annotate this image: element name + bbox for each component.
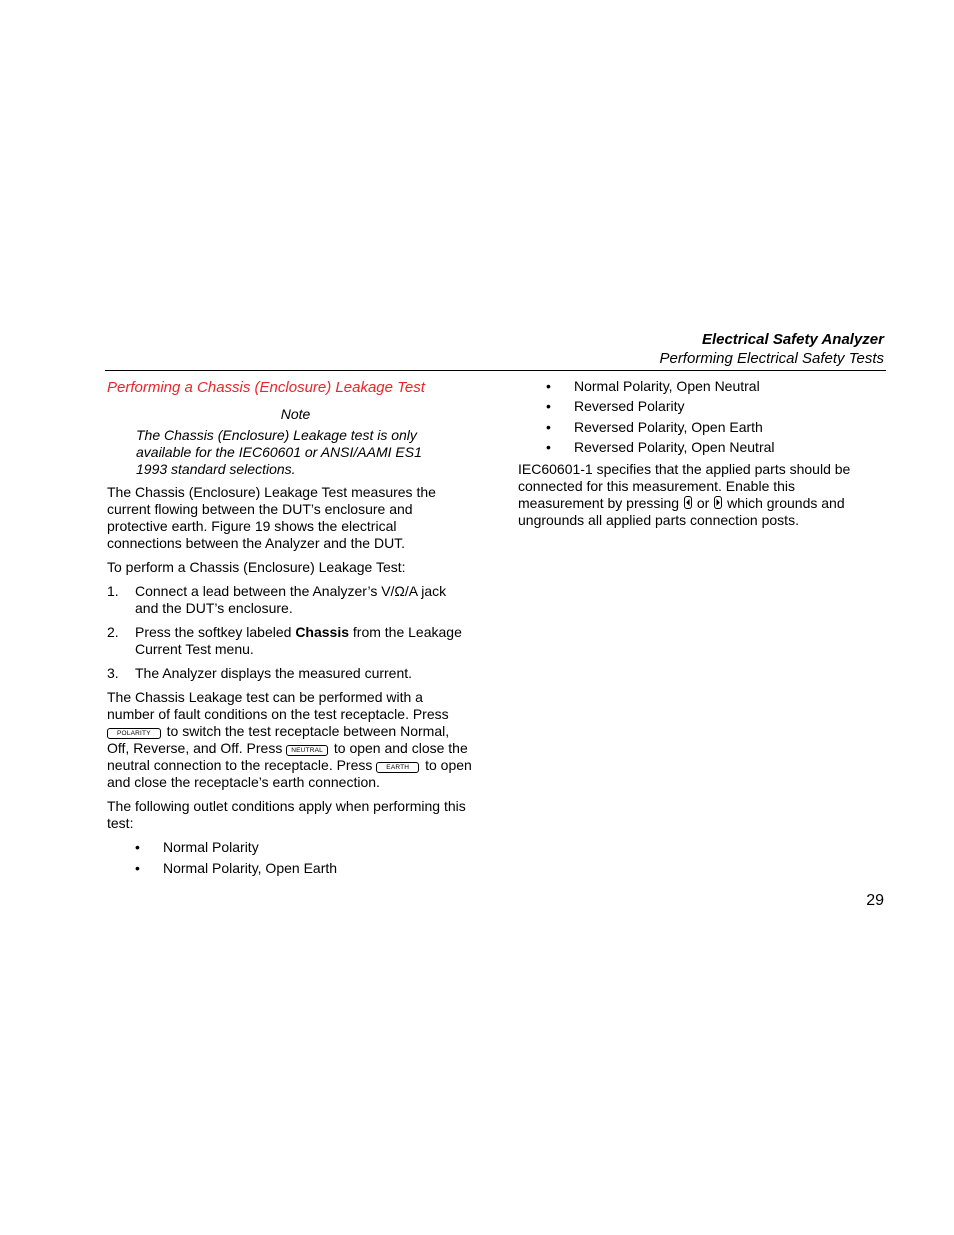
condition-text: Reversed Polarity, Open Neutral: [574, 438, 775, 455]
condition-text: Normal Polarity, Open Earth: [163, 859, 338, 876]
bullet: •: [546, 398, 551, 415]
running-header-subtitle: Performing Electrical Safety Tests: [659, 350, 884, 367]
conditions-list-right: [518, 378, 863, 456]
earth-key-icon: EARTH: [376, 762, 419, 773]
condition-text: Reversed Polarity, Open Earth: [574, 418, 763, 435]
step-number: 3.: [107, 665, 119, 681]
list-item: [518, 439, 863, 456]
applied-text: or: [692, 494, 714, 511]
list-item: [518, 378, 863, 395]
condition-text: Reversed Polarity: [574, 398, 685, 415]
step-number: 2.: [107, 624, 119, 640]
step-item: [107, 624, 472, 658]
step-text: The Analyzer displays the measured current.: [135, 665, 413, 681]
condition-text: Normal Polarity: [163, 839, 259, 855]
right-arrow-key-icon: [714, 496, 722, 509]
fault-text: The Chassis Leakage test can be performed with a number of fault conditions on the test receptacle. Press: [107, 689, 449, 722]
bullet: •: [546, 378, 551, 394]
left-arrow-key-icon: [684, 496, 692, 509]
page-number: 29: [866, 892, 884, 909]
fault-conditions-paragraph: [107, 689, 472, 791]
procedure-steps: [107, 583, 472, 682]
list-item: [518, 419, 863, 436]
fault-text: to switch the test receptacle between Normal, Off, Reverse, and Off. Press: [107, 723, 450, 756]
note-text: The Chassis (Enclosure) Leakage test is only available for the IEC60601 or ANSI/AAMI ES1 1993 standard selections.: [136, 427, 422, 477]
bullet: •: [135, 839, 140, 855]
step-item: [107, 665, 472, 682]
step-text: Connect a lead between the Analyzer’s V/Ω/A jack and the DUT’s enclosure.: [135, 583, 447, 616]
conditions-list-left: [107, 839, 472, 877]
list-item: [107, 839, 472, 856]
bullet: •: [135, 859, 140, 876]
applied-parts-paragraph: [518, 461, 863, 529]
step-item: [107, 583, 472, 617]
polarity-key-icon: POLARITY: [107, 728, 161, 739]
bullet: •: [546, 438, 551, 455]
list-item: [107, 860, 472, 877]
step-text-post: from the Leakage Current Test menu.: [135, 624, 462, 657]
left-column: [107, 378, 472, 880]
fault-text: to open and close the neutral connection to the receptacle. Press: [107, 740, 468, 773]
header-rule: [105, 370, 886, 371]
note-label: Note: [280, 406, 311, 422]
conditions-intro: The following outlet conditions apply when performing this test:: [107, 798, 466, 831]
right-column: [518, 378, 863, 536]
neutral-key-icon: NEUTRAL: [286, 745, 328, 756]
applied-text: IEC60601-1 specifies that the applied parts should be connected for this measurement. Enable this measurement by pressing: [518, 460, 851, 511]
list-item: [518, 398, 863, 415]
procedure-intro: To perform a Chassis (Enclosure) Leakage Test:: [107, 559, 406, 575]
step-text-pre: Press the softkey labeled: [135, 624, 296, 640]
fault-text: to open and close the receptacle’s earth connection.: [107, 757, 472, 790]
softkey-name: Chassis: [295, 624, 350, 640]
applied-text: which grounds and ungrounds all applied parts connection posts.: [518, 494, 845, 528]
bullet: •: [546, 418, 551, 435]
step-number: 1.: [107, 583, 119, 599]
running-header-title: Electrical Safety Analyzer: [701, 331, 884, 348]
condition-text: Normal Polarity, Open Neutral: [574, 378, 760, 394]
intro-paragraph: The Chassis (Enclosure) Leakage Test measures the current flowing between the DUT’s enclosure and protective earth. Figure 19 shows the electrical connections between the Analyzer and the DUT.: [107, 484, 436, 551]
section-title: Performing a Chassis (Enclosure) Leakage Test: [107, 379, 425, 396]
